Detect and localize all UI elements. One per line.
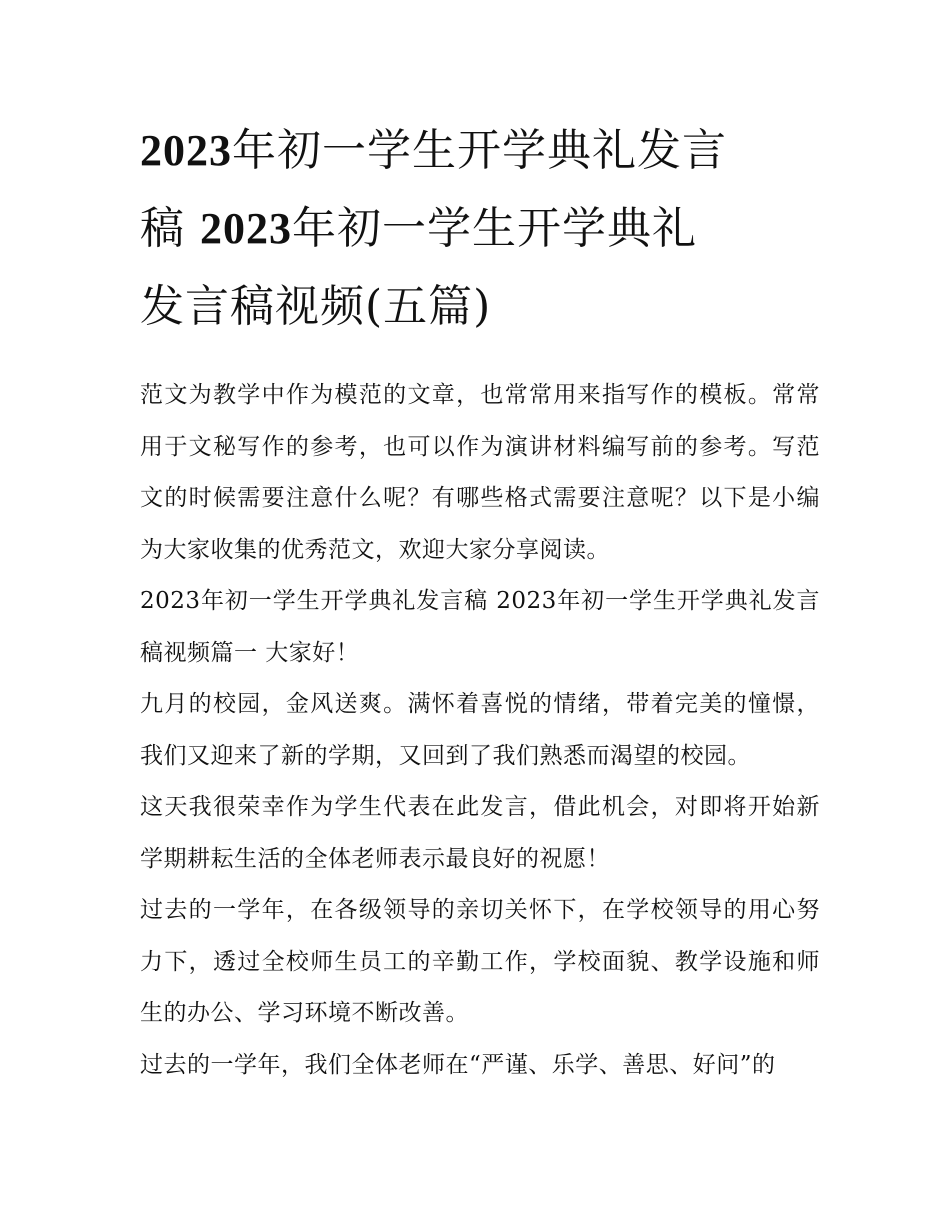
title-line-2 (140, 203, 697, 254)
title-text: 年初一学生开学典礼 (292, 203, 697, 254)
document-page (140, 112, 820, 1091)
document-title (140, 112, 820, 346)
body-paragraph: 九月的校园，金风送爽。满怀着喜悦的情绪，带着完美的憧憬，我们又迎来了新的学期，又回到了我们熟悉而渴望的校园。 (140, 691, 820, 769)
speech-heading-paragraph: 2023年初一学生开学典礼发言稿 2023年初一学生开学典礼发言稿视频篇一 大家好！ (140, 588, 820, 666)
title-line-3: 发言稿视频(五篇) (140, 281, 492, 332)
body-paragraph: 这天我很荣幸作为学生代表在此发言，借此机会，对即将开始新学期耕耘生活的全体老师表示最良好的祝愿！ (140, 794, 820, 872)
title-line-1 (140, 125, 727, 176)
title-text: 稿 (140, 203, 200, 254)
title-text: 年初一学生开学典礼发言 (232, 125, 727, 176)
title-year: 2023 (140, 126, 232, 175)
title-year: 2023 (200, 204, 292, 253)
body-paragraph: 过去的一学年，我们全体老师在“严谨、乐学、善思、好问”的 (140, 1051, 776, 1078)
body-paragraph: 过去的一学年，在各级领导的亲切关怀下，在学校领导的用心努力下，透过全校师生员工的辛勤工作，学校面貌、教学设施和师生的办公、学习环境不断改善。 (140, 897, 820, 1026)
intro-paragraph: 范文为教学中作为模范的文章，也常常用来指写作的模板。常常用于文秘写作的参考，也可以作为演讲材料编写前的参考。写范文的时候需要注意什么呢？有哪些格式需要注意呢？以下是小编为大家收集的优秀范文，欢迎大家分享阅读。 (140, 382, 820, 563)
document-body (140, 370, 820, 1091)
